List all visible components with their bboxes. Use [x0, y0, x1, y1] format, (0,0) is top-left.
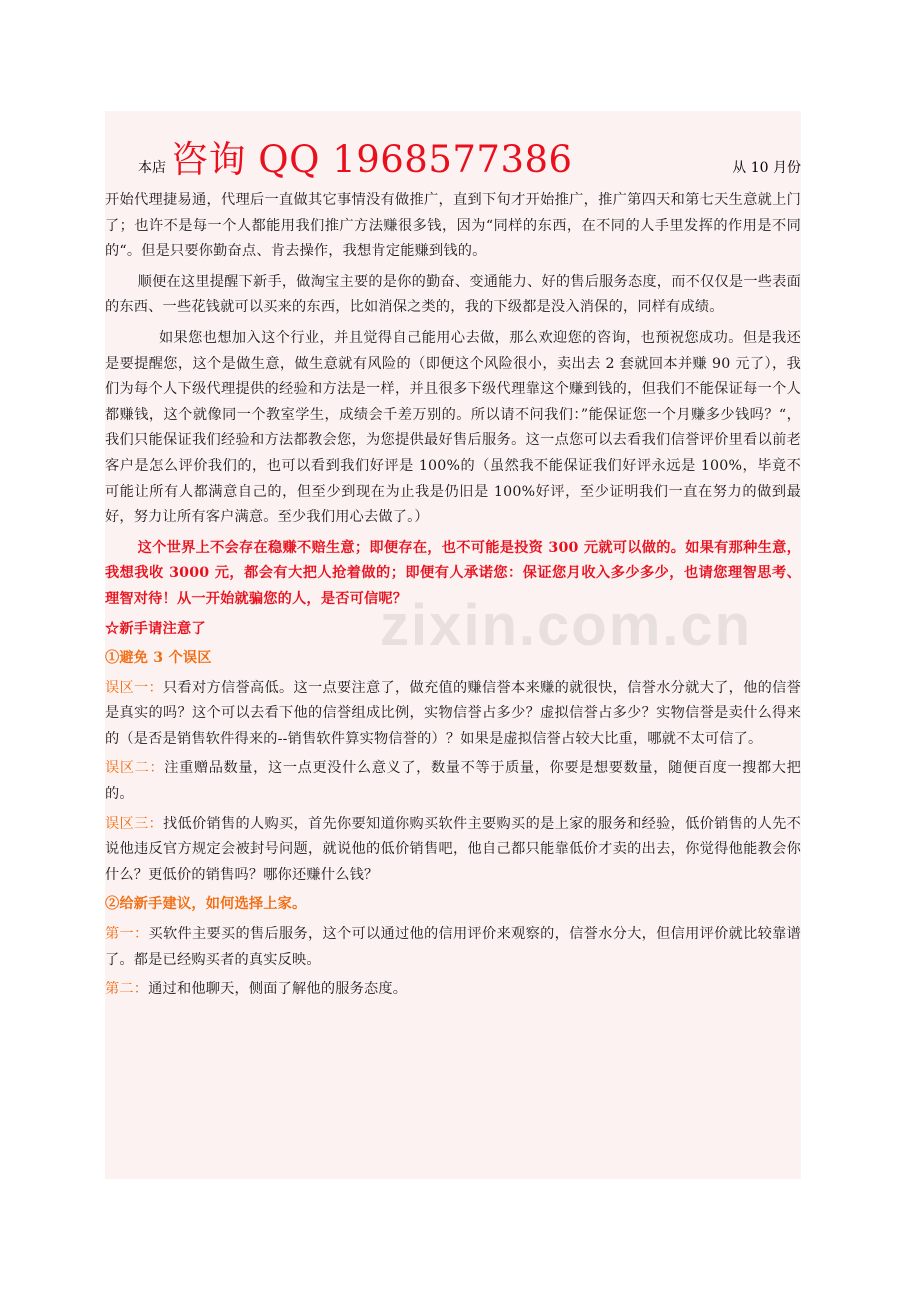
mistake-item: [105, 812, 801, 889]
contact-qq-heading: 咨询 QQ 1968577386: [171, 138, 573, 181]
tip-text: 通过和他聊天，侧面了解他的服务态度。: [148, 981, 408, 998]
mistake-text: 只看对方信誉高低。这一点要注意了，做充值的赚信誉本来赚的就很快，信誉水分就大了，他的信誉是真实的吗？这个可以去看下他的信誉组成比例，实物信誉占多少？虚拟信誉占多少？实物信誉是卖什么得来的（是否是销售软件得来的--销售软件算实物信誉的）？如果是虚拟信誉占较大比重，哪就不太可信了。: [105, 679, 801, 747]
tip-item: [105, 922, 801, 973]
notice-title: ☆新手请注意了: [105, 620, 206, 637]
paragraph-reminder: 顺便在这里提醒下新手，做淘宝主要的是你的勤奋、变通能力、好的售后服务态度，而不仅仅是一些表面的东西、一些花钱就可以买来的东西，比如消保之类的，我的下级都是没入消保的，同样有成绩。: [105, 273, 801, 316]
tip-label: 第二：: [105, 981, 149, 998]
section-advice-title: ②给新手建议，如何选择上家。: [105, 896, 307, 913]
mistake-label: 误区二：: [105, 760, 165, 777]
tip-item: [105, 977, 801, 1003]
mistake-text: 找低价销售的人购买，首先你要知道你购买软件主要购买的是上家的服务和经验，低价销售的人先不说他违反官方规定会被封号问题，就说他的低价销售吧，他自己都只能靠低价才卖的出去，你觉得他能教会你什么？更低价的销售吗？哪你还赚什么钱？: [105, 815, 801, 883]
mistake-item: [105, 676, 801, 753]
header-row: [105, 125, 801, 181]
tip-text: 买软件主要买的售后服务，这个可以通过他的信用评价来观察的，信誉水分大，但信用评价就比较靠谱了。都是已经购买者的真实反映。: [105, 926, 801, 968]
mistake-label: 误区一：: [105, 679, 164, 696]
body-text: [105, 188, 801, 1003]
paragraph-intro: 开始代理捷易通，代理后一直做其它事情没有做推广，直到下旬才开始推广，推广第四天和第七天生意就上门了；也许不是每一个人都能用我们推广方法赚很多钱，因为“同样的东西，在不同的人手里发挥的作用是不同的“。但是只要你勤奋点、肯去操作，我想肯定能赚到钱的。: [105, 192, 801, 260]
document-page: [105, 111, 801, 1179]
paragraph-warning: 这个世界上不会存在稳赚不赔生意；即便存在，也不可能是投资 300 元就可以做的。如果有那种生意，我想我收 3000 元，都会有大把人抢着做的；即便有人承诺您：保证您月收入多少多少，也请您理智思考、理智对待！从一开始就骗您的人，是否可信呢？: [105, 539, 801, 607]
section-mistakes-title: ①避免 3 个误区: [105, 650, 212, 667]
header-prefix: 本店: [138, 160, 166, 176]
header-date-text: 从 10 月份: [732, 160, 801, 176]
mistake-label: 误区三：: [105, 815, 164, 832]
mistake-item: [105, 756, 801, 807]
mistake-text: 注重赠品数量，这一点更没什么意义了，数量不等于质量，你要是想要数量，随便百度一搜都大把的。: [105, 760, 801, 803]
paragraph-risk: 如果您也想加入这个行业，并且觉得自己能用心去做，那么欢迎您的咨询，也预祝您成功。但是我还是要提醒您，这个是做生意，做生意就有风险的（即便这个风险很小，卖出去 2 套就回本并赚 90 元了），我们为每个人下级代理提供的经验和方法是一样，并且很多下级代理靠这个赚到钱的，但我们不能保证每一个人都赚钱，这个就像同一个教室学生，成绩会千差万别的。所以请不问我们：”能保证您一个月赚多少钱吗？“，我们只能保证我们经验和方法都教会您，为您提供最好售后服务。这一点您可以去看我们信誉评价里看以前老客户是怎么评价我们的，也可以看到我们好评是 100%的（虽然我不能保证我们好评永远是 100%，毕竟不可能让所有人都满意自己的，但至少到现在为止我是仍旧是 100%好评，至少证明我们一直在努力的做到最好，努力让所有客户满意。至少我们用心去做了。）: [105, 329, 801, 526]
tip-label: 第一：: [105, 926, 149, 943]
